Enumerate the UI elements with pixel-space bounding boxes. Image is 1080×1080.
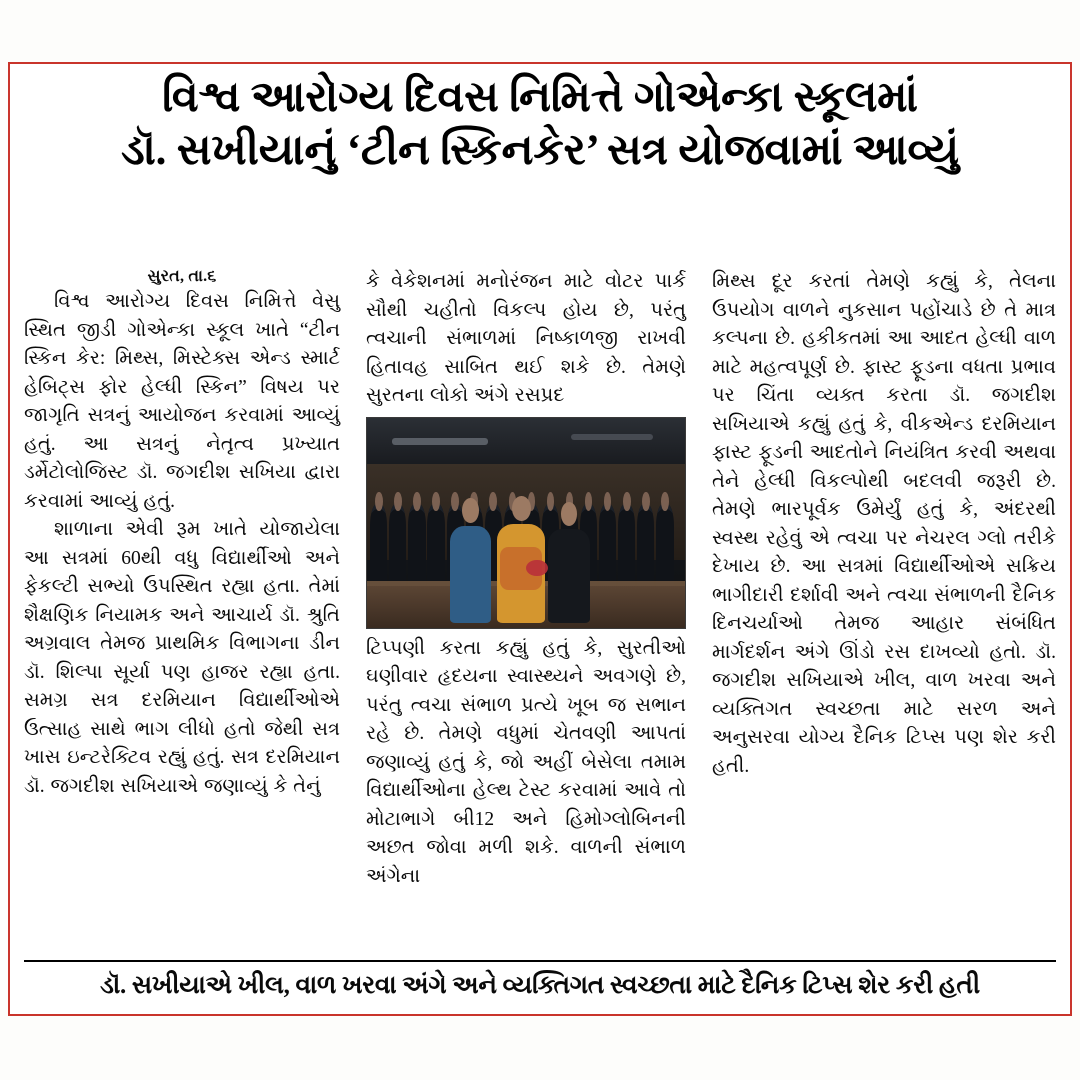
headline-line-1: વિશ્વ આરોગ્ય દિવસ નિમિત્તે ગોએન્કા સ્કૂલમાં	[162, 74, 918, 121]
footer-banner	[24, 960, 1056, 1002]
photo-foreground-people	[367, 493, 685, 623]
byline: સુરત, તા.૬	[147, 268, 217, 285]
photo-person-right	[548, 502, 589, 623]
headline-line-2: ડૉ. સખીયાનું ‘ટીન સ્કિનકેર’ સત્ર યોજવામાં આવ્યું	[121, 127, 959, 174]
article-column-2	[354, 268, 698, 928]
paragraph: વિશ્વ આરોગ્ય દિવસ નિમિત્તે વેસુ સ્થિત જીડી ગોએન્કા સ્કૂલ ખાતે “ટીન સ્કિન કેર: મિથ્સ, મિસ્ટેક્સ એન્ડ સ્માર્ટ હેબિટ્સ ફોર હેલ્ધી સ્કિન” વિષય પર જાગૃતિ સત્રનું આયોજન કરવામાં આવ્યું હતું. આ સત્રનું નેતૃત્વ પ્રખ્યાત ડર્મેટોલોજિસ્ટ ડૉ. જગદીશ સખિયા દ્વારા કરવામાં આવ્યું હતું.	[24, 291, 340, 512]
paragraph: કે વેકેશનમાં મનોરંજન માટે વોટર પાર્ક સૌથી ચહીતો વિકલ્પ હોય છે, પરંતુ ત્વચાની સંભાળમાં નિષ્કાળજી રાખવી હિતાવહ સાબિત થઈ શકે છે. તેમણે સુરતના લોકો અંગે રસપ્રદ	[366, 271, 686, 406]
paragraph: શાળાના એવી રૂમ ખાતે યોજાયેલા આ સત્રમાં 60થી વધુ વિદ્યાર્થીઓ અને ફેકલ્ટી સભ્યો ઉપસ્થિત રહ્યા હતા. તેમાં શૈક્ષણિક નિયામક અને આચાર્ય ડૉ. શ્રુતિ અગ્રવાલ તેમજ પ્રાથમિક વિભાગના ડીન ડૉ. શિલ્પા સૂર્યા પણ હાજર રહ્યા હતા. સમગ્ર સત્ર દરમિયાન વિદ્યાર્થીઓએ ઉત્સાહ સાથે ભાગ લીધો હતો જેથી સત્ર ખાસ ઇન્ટરેક્ટિવ રહ્યું હતું. સત્ર દરમિયાન ડૉ. જગદીશ સખિયાએ જણાવ્યું કે તેનું	[24, 519, 340, 797]
paragraph: મિથ્સ દૂર કરતાં તેમણે કહ્યું કે, તેલના ઉપયોગ વાળને નુકસાન પહોંચાડે છે તે માત્ર કલ્પના છે. હકીકતમાં આ આદત હેલ્ધી વાળ માટે મહત્વપૂર્ણ છે. ફાસ્ટ ફૂડના વધતા પ્રભાવ પર ચિંતા વ્યક્ત કરતા ડૉ. જગદીશ સખિયાએ કહ્યું હતું કે, વીકએન્ડ દરમિયાન ફાસ્ટ ફૂડની આદતોને નિયંત્રિત કરવી અથવા તેને હેલ્ધી વિકલ્પોથી બદલવી જરૂરી છે. તેમણે ભારપૂર્વક ઉમેર્યું હતું કે, અંદરથી સ્વસ્થ રહેવું એ ત્વચા પર નેચરલ ગ્લો તરીકે દેખાય છે. આ સત્રમાં વિદ્યાર્થીઓએ સક્રિય ભાગીદારી દર્શાવી અને ત્વચા સંભાળની દૈનિક દિનચર્યાઓ તેમજ આહાર સંબંધિત માર્ગદર્શન અંગે ઊંડો રસ દાખવ્યો હતો. ડૉ. જગદીશ સખિયાએ ખીલ, વાળ ખરવા અને વ્યક્તિગત સ્વચ્છતા માટે સરળ અને અનુસરવા યોગ્ય દૈનિક ટિપ્સ પણ શેર કરી હતી.	[712, 271, 1056, 777]
clipping-content	[24, 72, 1056, 1002]
photo-person-left	[450, 498, 491, 623]
article-column-3	[698, 268, 1056, 928]
clipping-frame	[8, 62, 1072, 1016]
article-columns	[24, 268, 1056, 928]
article-column-1	[24, 268, 354, 928]
article-photo	[366, 417, 686, 629]
footer-banner-text: ડૉ. સખીયાએ ખીલ, વાળ ખરવા અંગે અને વ્યક્તિગત સ્વચ્છતા માટે દૈનિક ટિપ્સ શેર કરી હતી	[100, 972, 980, 999]
paragraph: ટિપ્પણી કરતા કહ્યું હતું કે, સુરતીઓ ઘણીવાર હૃદયના સ્વાસ્થ્યને અવગણે છે, પરંતુ ત્વચા સંભાળ પ્રત્યે ખૂબ જ સભાન રહે છે. તેમણે વધુમાં ચેતવણી આપતાં જણાવ્યું હતું કે, જો અહીં બેસેલા તમામ વિદ્યાર્થીઓના હેલ્થ ટેસ્ટ કરવામાં આવે તો મોટાભાગે બી12 અને હિમોગ્લોબિનની અછત જોવા મળી શકે. વાળની સંભાળ અંગેના	[366, 637, 686, 887]
page-title	[24, 72, 1056, 178]
